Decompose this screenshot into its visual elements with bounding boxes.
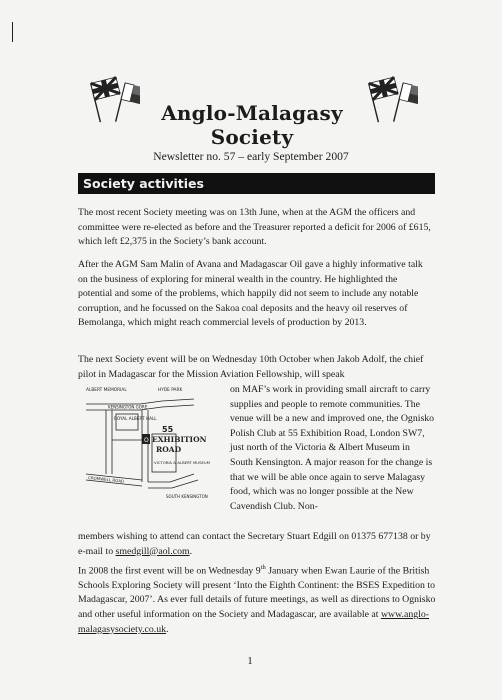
society-title: Anglo-Malagasy Society [161, 101, 343, 149]
map-label-exhibition: EXHIBITION [152, 435, 207, 444]
event-2008-text-a: In 2008 the first event will be on Wednesday 9 [78, 565, 261, 577]
paragraph-next-event-intro: The next Society event will be on Wednesday 10th October when Jakob Adolf, the chief pilot in Madagascar for the Mission Aviation Fellowship, will speak [78, 354, 424, 380]
map-label-number: 55 [162, 425, 174, 434]
map-label-kensington-gore: KENSINGTON GORE [108, 404, 148, 410]
map-label-royal-albert-hall: ROYAL ALBERT HALL [114, 416, 157, 421]
event-2008-tail: . [166, 623, 169, 635]
ordinal-suffix: th [260, 564, 266, 571]
paragraph-agm-talk: After the AGM Sam Malin of Avana and Madagascar Oil gave a highly informative talk on the business of exploring for mineral wealth in the country. He highlighted the potential and some of the problems, which happily did not seem to include any notable corruption, and he focussed on the Sakoa coal deposits and the heavy oil reserves of Bemolanga, which might reach commercial levels of production by 2013. [78, 259, 423, 329]
newsletter-issue-line: Newsletter no. 57 – early September 2007 [153, 150, 349, 163]
email-link[interactable]: smedgill@aol.com [115, 545, 190, 557]
paragraph-agm-report: The most recent Society meeting was on 13th June, when at the AGM the officers and committee were re-elected as before and the Treasurer reported a deficit for 2006 of £615, which left £2,375 in the Society’s bank account. [78, 207, 431, 248]
section-heading: Society activities [78, 173, 435, 194]
map-label-cromwell-road: CROMWELL ROAD [87, 475, 125, 484]
contact-text: members wishing to attend can contact the Secretary Stuart Edgill on 01375 677138 or by e-mail to [78, 531, 431, 557]
website-link[interactable]: www.anglo-malagasysociety.co.uk [78, 609, 430, 635]
page-number: 1 [247, 655, 253, 667]
union-jack-and-madagascar-flags-icon [78, 76, 140, 124]
contact-tail: . [189, 545, 193, 557]
page-edge-mark [12, 22, 13, 42]
map-label-va-museum: VICTORIA & ALBERT MUSEUM [154, 460, 210, 465]
event-2008-text-b: January when Ewan Laurie of the British Schools Exploring Society will present ‘Into the Eighth Continent: the BSES Expedition to Madagascar, 2007’. As ever full details of future meetings, as well as directions to Ognisko and other useful information on the Society and Madagascar, are available at [78, 565, 436, 621]
map-label-south-kensington: SOUTH KENSINGTON [166, 494, 208, 499]
map-marker: O [144, 437, 149, 444]
paragraph-2008-event [78, 561, 438, 637]
paragraph-next-event-contact [78, 530, 438, 559]
map-label-hyde-park: HYDE PARK [158, 388, 183, 393]
union-jack-and-madagascar-flags-icon [356, 76, 418, 124]
venue-location-map [84, 382, 230, 508]
map-label-albert-memorial: ALBERT MEMORIAL [86, 388, 127, 393]
map-label-road: ROAD [156, 445, 182, 454]
paragraph-next-event-wrap: on MAF’s work in providing small aircraft to carry supplies and people to remote communities. The venue will be a new and improved one, the Ognisko Polish Club at 55 Exhibition Road, London SW7, just north of the Victoria & Albert Museum in South Kensington. A major reason for the change is that we will be able once again to serve Malagasy food, which was no longer possible at the New Cavendish Club. Non- [230, 384, 435, 512]
